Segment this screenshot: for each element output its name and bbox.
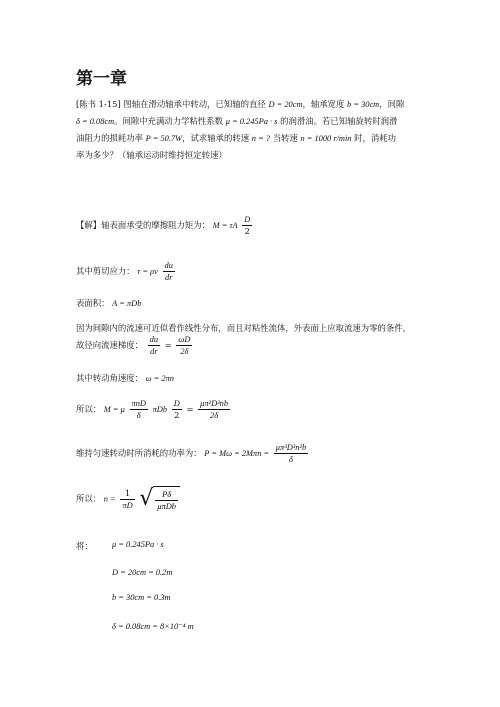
fraction: $\frac{\text{πnD}}{\delta}$ (131, 399, 146, 420)
solution-step-4-text: 因为间隙内的流速可近似看作线性分布，而且对粘性流体，外表面上应取流速为零的条件， (76, 323, 411, 333)
solution-step-5: 其中转动角速度： ω = 2πn (76, 373, 174, 383)
fraction: $\frac{D}{2}$ (244, 215, 251, 236)
solution-step-8: 所以： n = $\frac{1}{\pi D}$ √ $\frac{P\delta}{\text{μπDb}}$ (76, 486, 180, 512)
fraction: $\frac{1}{\pi D}$ (122, 487, 133, 510)
problem-source: [陈书 1-15] (76, 99, 121, 109)
solution-step-1: 【解】轴表面承受的摩擦阻力矩为： M = τA $\frac{D}{2}$ (76, 215, 251, 236)
value-b: b = 30cm = 0.3m (112, 593, 171, 602)
solution-step-9: 将： (76, 541, 93, 551)
fraction: $\frac{\text{μπ³D³n²b}}{\delta}$ (275, 443, 307, 464)
value-D: D = 20cm = 0.2m (112, 568, 173, 577)
solution-step-4: 故径向流速梯度： $\frac{du}{dr}$ = $\frac{\omega D}{2\delta}$ (76, 335, 191, 356)
solution-step-3: 表面积： A = πDb (76, 298, 142, 308)
solution-step-2: 其中剪切应力： τ = ρν $\frac{du}{dr}$ (76, 261, 173, 282)
problem-statement: [陈书 1-15] 图轴在滑动轴承中转动，已知轴的直径 D = 20cm，轴承宽度 b = 30cm，间隙 δ = 0.08cm。间隙中充满动力学粘性系数 μ = 0.245Pa · s 的润滑油。若已知轴旋转时润滑 油阻力的损耗功率 P = 50.7W，试求轴承的转速 n = ? 当转速 n = 1000 r/min 时，消耗功 率为多少？（轴承运动时维持恒定转速） (76, 99, 405, 160)
fraction: $\frac{\omega D}{2\delta}$ (178, 335, 191, 356)
value-delta: δ = 0.08cm = 8×10⁻⁴ m (112, 622, 194, 631)
square-root: √ $\frac{P\delta}{\text{μπDb}}$ (139, 486, 180, 512)
solution-step-6: 所以： M = μ $\frac{\text{πnD}}{\delta}$ πDb $\frac{D}{2}$ = $\frac{\text{μπ²D³nb}}{2\delta}$ (76, 399, 229, 420)
fraction: $\frac{du}{dr}$ (149, 335, 159, 356)
chapter-heading: 第一章 (76, 69, 127, 89)
fraction: $\frac{\text{μπ²D³nb}}{2\delta}$ (200, 399, 229, 420)
solution-step-7: 维持匀速转动时所消耗的功率为： P = Mω = 2Mπn = $\frac{\text{μπ³D³n²b}}{\delta}$ (76, 443, 307, 464)
value-mu: μ = 0.245Pa · s (112, 540, 164, 549)
fraction: $\frac{D}{2}$ (173, 399, 180, 420)
fraction: $\frac{du}{dr}$ (164, 261, 173, 282)
